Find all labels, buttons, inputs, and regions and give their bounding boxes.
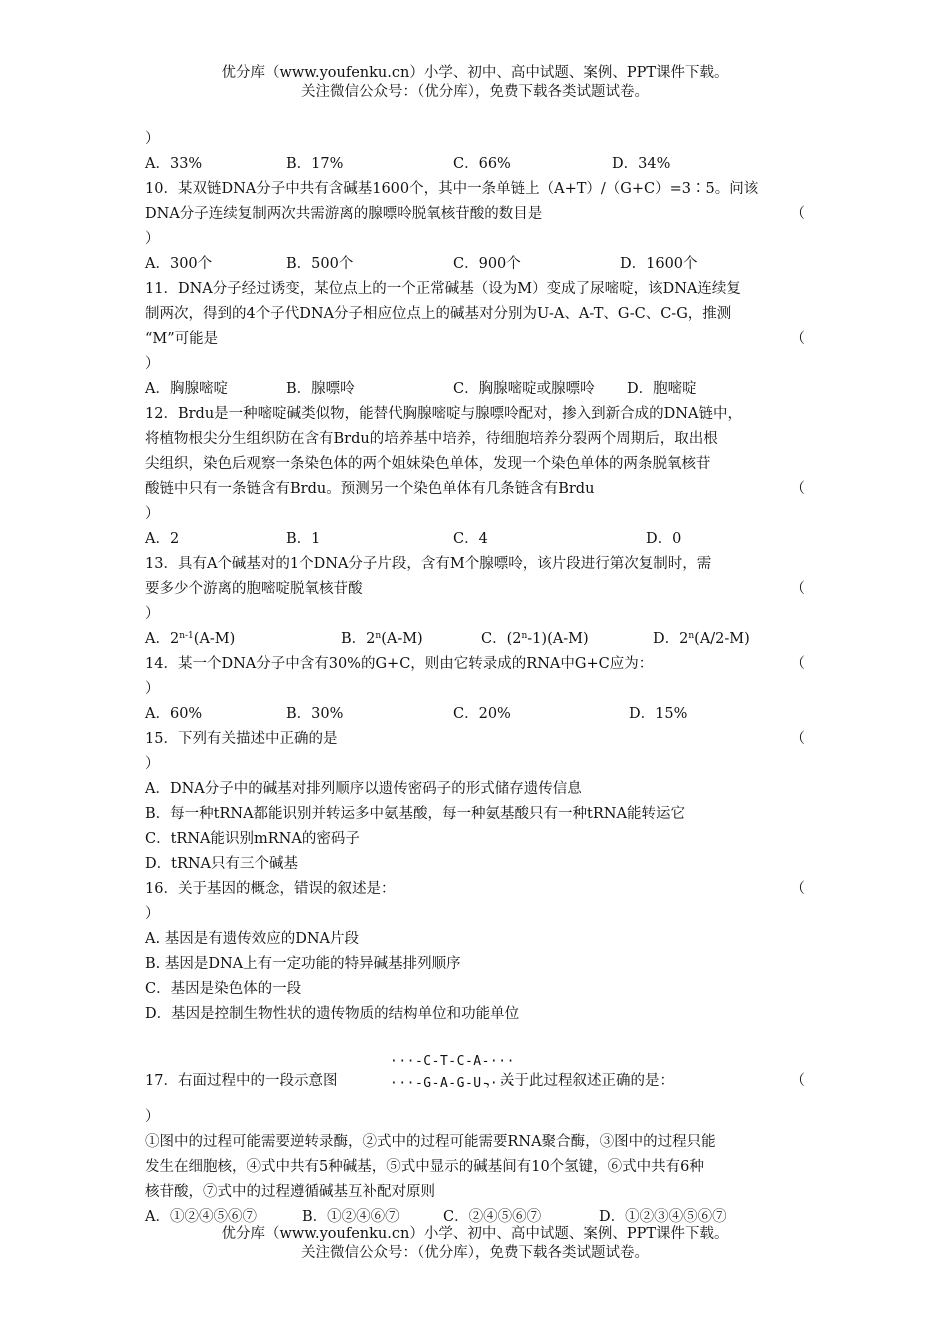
q13-line-2-text: 要多少个游离的胞嘧啶脱氧核苷酸 [145,581,363,597]
q17-stem-block [145,1049,805,1105]
q17-line-3: 发生在细胞核，④式中共有5种碱基，⑤式中显示的碱基间有10个氢键，⑥式中共有6种 [145,1159,704,1175]
q17-option-c: C．②④⑤⑥⑦ [443,1209,542,1225]
q12-line-1: 12．Brdu是一种嘧啶碱类似物，能替代胸腺嘧啶与腺嘌呤配对，掺入到新合成的DNA链中， [145,406,742,422]
q17-option-a: A．①②④⑤⑥⑦ [145,1209,257,1225]
q14-option-a: A．60% [145,706,203,722]
q15-option-a: A．DNA分子中的碱基对排列顺序以遗传密码子的形式储存遗传信息 [145,781,582,797]
q11-option-d: D．胞嘧啶 [627,381,697,397]
q17-open-bracket: （ [790,1073,805,1089]
q16-option-d: D．基因是控制生物性状的遗传物质的结构单位和功能单位 [145,1006,520,1022]
page-footer [0,1225,950,1263]
q12-close-bracket: ） [145,506,160,522]
q16-option-c: C．基因是染色体的一段 [145,981,302,997]
q16-line-1-text: 16．关于基因的概念，错误的叙述是： [145,881,396,897]
q12-open-bracket: （ [790,481,805,497]
q10-line-2 [145,202,805,227]
q14-line-1-text: 14．某一个DNA分子中含有30%的G+C，则由它转录成的RNA中G+C应为： [145,656,654,672]
q11-option-b: B．腺嘌呤 [286,381,355,397]
q10-options [145,252,805,277]
q10-line-2-text: DNA分子连续复制两次共需游离的腺嘌呤脱氧核苷酸的数目是 [145,206,543,222]
q10-option-b: B．500个 [286,256,354,272]
q9-option-b: B．17% [286,156,344,172]
q15-option-b: B．每一种tRNA都能识别并转运多中氨基酸，每一种氨基酸只有一种tRNA能转运它 [145,806,685,822]
q15-line-1 [145,727,805,752]
q10-option-a: A．300个 [145,256,213,272]
q11-line-1: 11．DNA分子经过诱变，某位点上的一个正常碱基（设为M）变成了尿嘧啶，该DNA连续复 [145,281,741,297]
q15-line-1-text: 15．下列有关描述中正确的是 [145,731,338,747]
q13-option-c: C．(2$^n$-1)(A-M) [481,631,589,647]
q17-option-b: B．①②④⑥⑦ [302,1209,400,1225]
q10-line-1: 10．某双链DNA分子中共有含碱基1600个，其中一条单链上（A+T）/（G+C）=3∶5。问该 [145,181,759,197]
q11-open-bracket: （ [790,331,805,347]
q12-options [145,527,805,552]
q14-close-bracket: ） [145,681,160,697]
q15-open-bracket: （ [790,731,805,747]
q15-option-c: C．tRNA能识别mRNA的密码子 [145,831,360,847]
q12-line-4 [145,477,805,502]
q13-line-2 [145,577,805,602]
exam-content [145,127,805,1230]
q11-close-bracket: ） [145,356,160,372]
q14-line-1 [145,652,805,677]
q12-option-d: D．0 [646,531,682,547]
q12-option-a: A．2 [145,531,180,547]
q9-option-c: C．66% [453,156,511,172]
q12-line-4-text: 酸链中只有一条链含有Brdu。预测另一个染色单体有几条链含有Brdu [145,481,595,497]
q11-line-3-text: “M”可能是 [145,331,219,347]
q13-option-b: B．2$^n$(A-M) [341,631,423,647]
q13-option-a: A．2$^{n-1}$(A-M) [145,631,236,647]
q9-options [145,152,805,177]
q10-open-bracket: （ [790,206,805,222]
q17-close-bracket: ） [145,1109,160,1125]
q16-line-1 [145,877,805,902]
q14-option-d: D．15% [629,706,688,722]
q11-line-2: 制两次，得到的4个子代DNA分子相应位点上的碱基对分别为U-A、A-T、G-C、C-G，推测 [145,306,732,322]
q17-option-d: D．①②③④⑤⑥⑦ [599,1209,727,1225]
q14-options [145,702,805,727]
q11-option-a: A．胸腺嘧啶 [145,381,228,397]
q13-open-bracket: （ [790,581,805,597]
q10-option-c: C．900个 [453,256,521,272]
q14-option-c: C．20% [453,706,511,722]
q17-line-2: ①图中的过程可能需要逆转录酶，②式中的过程可能需要RNA聚合酶，③图中的过程只能 [145,1134,716,1150]
q11-option-c: C．胸腺嘧啶或腺嘌呤 [453,381,595,397]
q9-close-bracket: ） [145,131,160,147]
header-line-2: 关注微信公众号：（优分库），免费下载各类试题试卷。 [301,84,649,100]
q17-stem-post: ，关于此过程叙述正确的是： [485,1073,674,1089]
q9-option-a: A．33% [145,156,203,172]
q17-strand-top: ···-C-T-C-A-··· [390,1054,515,1069]
q11-line-3 [145,327,805,352]
footer-line-1: 优分库（www.youfenku.cn）小学、初中、高中试题、案例、PPT课件下载。 [221,1226,729,1242]
q13-options [145,627,805,652]
q13-line-1: 13．具有A个碱基对的1个DNA分子片段，含有M个腺嘌呤，该片段进行第次复制时，需 [145,556,712,572]
q13-option-d: D．2$^n$(A/2-M) [653,631,750,647]
q16-option-a: A. 基因是有遗传效应的DNA片段 [145,931,359,947]
q15-close-bracket: ） [145,756,160,772]
q17-line-4: 核苷酸，⑦式中的过程遵循碱基互补配对原则 [145,1184,435,1200]
footer-line-2: 关注微信公众号：（优分库），免费下载各类试题试卷。 [301,1245,649,1261]
q15-option-d: D．tRNA只有三个碱基 [145,856,299,872]
q10-close-bracket: ） [145,231,160,247]
q12-line-3: 尖组织，染色后观察一条染色体的两个姐妹染色单体，发现一个染色单体的两条脱氧核苷 [145,456,711,472]
q12-option-b: B．1 [286,531,321,547]
q13-close-bracket: ） [145,606,160,622]
q16-close-bracket: ） [145,906,160,922]
q14-open-bracket: （ [790,656,805,672]
q10-option-d: D．1600个 [620,256,698,272]
q16-open-bracket: （ [790,881,805,897]
q17-stem-pre: 17．右面过程中的一段示意图 [145,1073,338,1089]
q9-option-d: D．34% [612,156,671,172]
q11-options [145,377,805,402]
q17-strand-bottom: ···-G-A-G-U-··· [390,1076,515,1091]
q17-stem-line [145,1069,805,1094]
q12-option-c: C．4 [453,531,488,547]
q16-option-b: B. 基因是DNA上有一定功能的特异碱基排列顺序 [145,956,461,972]
header-line-1: 优分库（www.youfenku.cn）小学、初中、高中试题、案例、PPT课件下载。 [221,65,729,81]
q12-line-2: 将植物根尖分生组织防在含有Brdu的培养基中培养，待细胞培养分裂两个周期后，取出根 [145,431,718,447]
page-header [0,64,950,102]
q14-option-b: B．30% [286,706,344,722]
